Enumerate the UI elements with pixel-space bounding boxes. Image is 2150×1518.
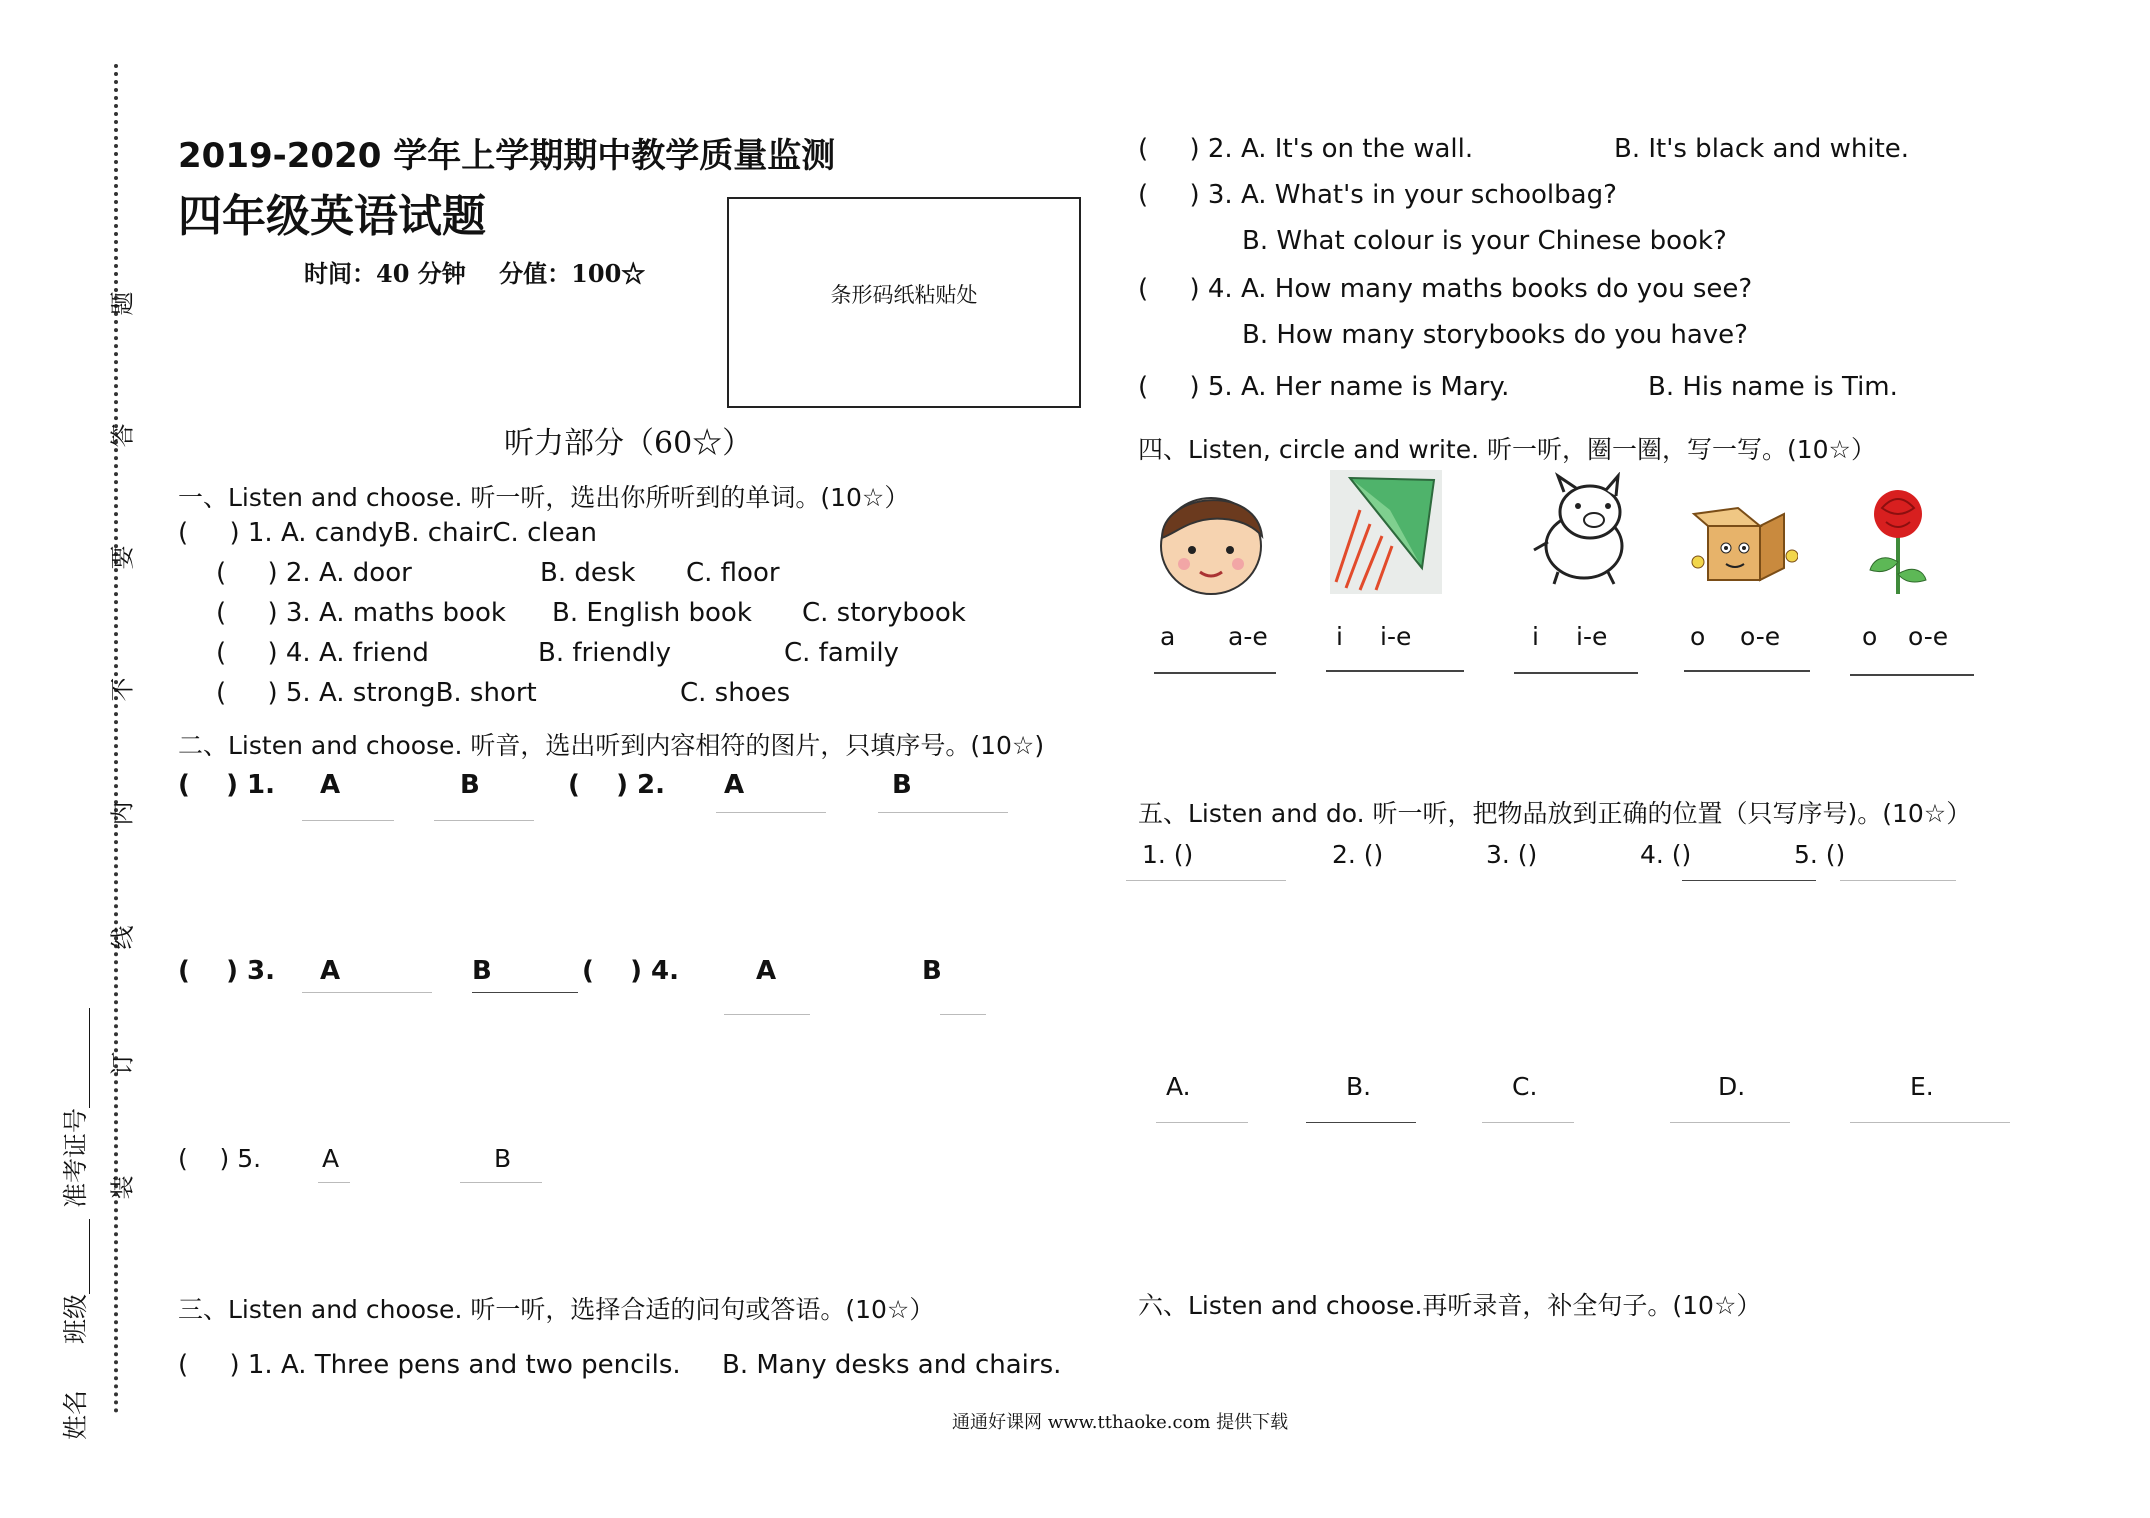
section2-q5-b: B bbox=[494, 1144, 512, 1173]
section3-item-4: ( ) 4. A. How many maths books do you see? bbox=[1138, 274, 1753, 304]
section2-q2-a: A bbox=[724, 770, 745, 800]
section2-q2: ( ) 2. bbox=[568, 770, 665, 800]
section4-pic3-opt1: i bbox=[1532, 622, 1539, 651]
section2-q5-a: A bbox=[322, 1144, 340, 1173]
section5-letter-c: C. bbox=[1512, 1072, 1538, 1101]
section2-q1-a: A bbox=[320, 770, 341, 800]
listening-heading: 听力部分（60☆） bbox=[504, 426, 753, 461]
section5-blank-2: 2. () bbox=[1332, 840, 1384, 869]
section2-q5: ( ) 5. bbox=[178, 1144, 262, 1173]
margin-char: 答 bbox=[108, 423, 137, 448]
section1-item-5-c: C. shoes bbox=[680, 678, 791, 708]
section1-item-3: ( ) 3. A. maths book bbox=[216, 598, 506, 628]
boy-face-icon bbox=[1150, 480, 1272, 598]
box-icon bbox=[1690, 506, 1798, 586]
section1-item-3-b: B. English book bbox=[552, 598, 752, 628]
section4-title: 四、Listen, circle and write. 听一听，圈一圈，写一写。(10☆） bbox=[1138, 435, 1876, 464]
margin-char: 内 bbox=[108, 801, 137, 826]
student-name-field: 姓名 bbox=[61, 1389, 90, 1440]
section1-item-4: ( ) 4. A. friend bbox=[216, 638, 429, 668]
section3-title: 三、Listen and choose. 听一听，选择合适的问句或答语。(10☆） bbox=[178, 1295, 935, 1324]
answer-line[interactable] bbox=[1514, 672, 1638, 674]
section3-item-5: ( ) 5. A. Her name is Mary. bbox=[1138, 372, 1510, 402]
section3-item-2-b: B. It's black and white. bbox=[1614, 134, 1910, 164]
binding-dotted-line bbox=[114, 64, 118, 1414]
margin-char: 装 bbox=[108, 1175, 137, 1200]
section1-item-2-b: B. desk bbox=[540, 558, 636, 588]
section2-q3: ( ) 3. bbox=[178, 956, 275, 986]
answer-line[interactable] bbox=[1154, 672, 1276, 674]
student-exam-number-field: 准考证号________ bbox=[61, 1007, 90, 1208]
section2-q2-b: B bbox=[892, 770, 912, 800]
section2-title: 二、Listen and choose. 听音，选出听到内容相符的图片，只填序号。(10☆) bbox=[178, 731, 1045, 760]
section1-item-5: ( ) 5. A. strongB. short bbox=[216, 678, 537, 708]
pig-icon bbox=[1528, 472, 1640, 590]
section2-q1-b: B bbox=[460, 770, 480, 800]
student-class-field: 班级______ bbox=[61, 1218, 90, 1344]
section5-title: 五、Listen and do. 听一听，把物品放到正确的位置（只写序号)。(10☆） bbox=[1138, 799, 1972, 828]
section1-item-3-c: C. storybook bbox=[802, 598, 966, 628]
section3-item-1: ( ) 1. A. Three pens and two pencils. bbox=[178, 1350, 681, 1380]
exam-subject-title: 四年级英语试题 bbox=[178, 191, 486, 242]
footer: 通通好课网 www.tthaoke.com 提供下载 bbox=[952, 1412, 1289, 1433]
answer-line[interactable] bbox=[1850, 674, 1974, 676]
section4-pic4-opt1: o bbox=[1690, 622, 1706, 651]
margin-char: 订 bbox=[108, 1051, 137, 1076]
kite-icon bbox=[1330, 470, 1442, 594]
section5-letter-a: A. bbox=[1166, 1072, 1191, 1101]
section6-title: 六、Listen and choose.再听录音，补全句子。(10☆） bbox=[1138, 1291, 1762, 1320]
margin-char: 题 bbox=[108, 291, 137, 316]
section3-item-3: ( ) 3. A. What's in your schoolbag? bbox=[1138, 180, 1617, 210]
section5-blank-1: 1. () bbox=[1142, 840, 1194, 869]
section1-item-4-c: C. family bbox=[784, 638, 899, 668]
rose-icon bbox=[1858, 486, 1938, 598]
section5-letter-b: B. bbox=[1346, 1072, 1372, 1101]
section2-q4: ( ) 4. bbox=[582, 956, 679, 986]
section1-item-2-c: C. floor bbox=[686, 558, 780, 588]
section2-q4-a: A bbox=[756, 956, 777, 986]
margin-char: 要 bbox=[108, 545, 137, 570]
barcode-box bbox=[727, 197, 1081, 408]
barcode-label: 条形码纸粘贴处 bbox=[830, 283, 978, 307]
section1-item-2: ( ) 2. A. door bbox=[216, 558, 412, 588]
section1-title: 一、Listen and choose. 听一听，选出你所听到的单词。(10☆） bbox=[178, 483, 910, 512]
section1-item-4-b: B. friendly bbox=[538, 638, 672, 668]
section2-q1: ( ) 1. bbox=[178, 770, 275, 800]
section4-pic5-opt1: o bbox=[1862, 622, 1878, 651]
section2-q4-b: B bbox=[922, 956, 942, 986]
section4-pic2-opt2: i-e bbox=[1380, 622, 1412, 651]
margin-char: 线 bbox=[108, 925, 137, 950]
section4-pic1-opt2: a-e bbox=[1228, 622, 1268, 651]
section5-blank-3: 3. () bbox=[1486, 840, 1538, 869]
section3-item-1-b: B. Many desks and chairs. bbox=[722, 1350, 1062, 1380]
section4-pic4-opt2: o-e bbox=[1740, 622, 1781, 651]
section5-blank-5: 5. () bbox=[1794, 840, 1846, 869]
section2-q3-a: A bbox=[320, 956, 341, 986]
section5-blank-4: 4. () bbox=[1640, 840, 1692, 869]
answer-line[interactable] bbox=[1684, 670, 1810, 672]
section3-item-3-b: B. What colour is your Chinese book? bbox=[1242, 226, 1727, 256]
section5-letter-d: D. bbox=[1718, 1072, 1746, 1101]
section3-item-2: ( ) 2. A. It's on the wall. bbox=[1138, 134, 1474, 164]
exam-meta: 时间：40 分钟 分值：100☆ bbox=[304, 259, 646, 288]
exam-year-title: 2019-2020 学年上学期期中教学质量监测 bbox=[178, 136, 836, 176]
section1-item-1: ( ) 1. A. candyB. chairC. clean bbox=[178, 518, 598, 548]
section4-pic1-opt1: a bbox=[1160, 622, 1176, 651]
section2-q3-b: B bbox=[472, 956, 492, 986]
section3-item-4-b: B. How many storybooks do you have? bbox=[1242, 320, 1748, 350]
section4-pic3-opt2: i-e bbox=[1576, 622, 1608, 651]
section4-pic2-opt1: i bbox=[1336, 622, 1343, 651]
margin-char: 不 bbox=[108, 677, 137, 702]
answer-line[interactable] bbox=[1326, 670, 1464, 672]
section3-item-5-b: B. His name is Tim. bbox=[1648, 372, 1898, 402]
section4-pic5-opt2: o-e bbox=[1908, 622, 1949, 651]
section5-letter-e: E. bbox=[1910, 1072, 1934, 1101]
